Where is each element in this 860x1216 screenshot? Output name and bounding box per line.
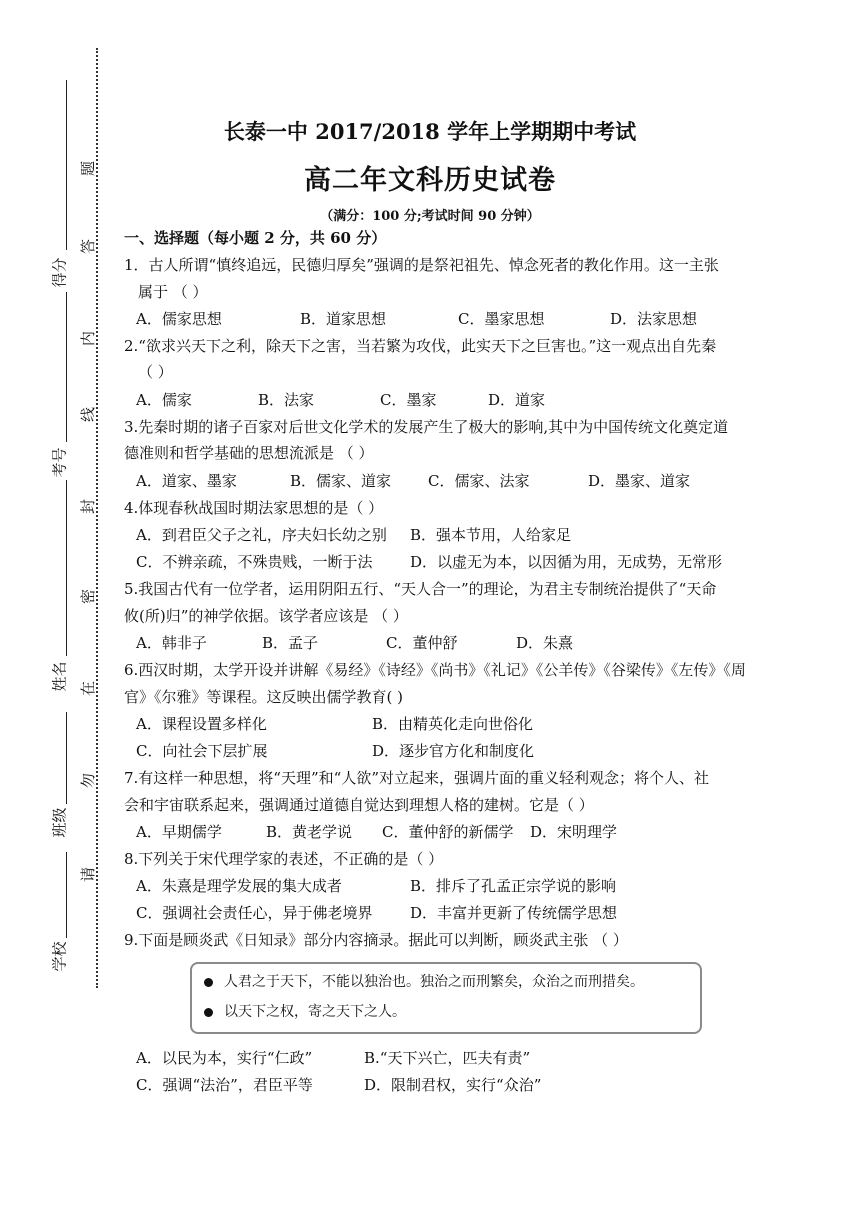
section-heading: 一、选择题（每小题 2 分，共 60 分）: [124, 229, 387, 247]
option-d: D．逐步官方化和制度化: [372, 742, 535, 760]
option-d: D．法家思想: [610, 310, 698, 328]
option-d: D．墨家、道家: [588, 472, 691, 490]
option-d: D．丰富并更新了传统儒学思想: [410, 904, 618, 922]
option-c: C．向社会下层扩展: [136, 742, 268, 760]
option-d: D．朱熹: [516, 634, 574, 652]
question-5-text: 5.我国古代有一位学者，运用阴阳五行、“天人合一”的理论，为君主专制统治提供了“天命: [124, 580, 717, 598]
seal-char: 答: [79, 238, 98, 255]
seal-char: 密: [79, 588, 98, 605]
quote-line: 人君之于天下，不能以独治也。独治之而刑繁矣，众治之而刑措矣。: [224, 974, 644, 990]
option-d: D．限制君权，实行“众治”: [364, 1076, 542, 1094]
seal-char: 在: [79, 680, 98, 697]
exam-info: （满分：100 分;考试时间 90 分钟）: [320, 209, 540, 224]
school-underline: [66, 852, 67, 938]
option-b: B．强本节用，人给家足: [410, 526, 572, 544]
question-1-text: 属于 （ ）: [138, 283, 208, 301]
option-a: A．儒家: [136, 391, 192, 409]
option-a: A．朱熹是理学发展的集大成者: [136, 877, 342, 895]
name-label: 姓名: [50, 661, 69, 692]
question-8-text: 8.下列关于宋代理学家的表述，不正确的是（ ）: [124, 850, 444, 868]
question-4-text: 4.体现春秋战国时期法家思想的是（ ）: [124, 499, 384, 517]
bullet-icon: [204, 1008, 213, 1017]
question-6-text: 官》《尔雅》等课程。这反映出儒学教育( ): [124, 688, 403, 706]
exam-subtitle: 高二年文科历史试卷: [304, 165, 556, 196]
option-c: C．儒家、法家: [428, 472, 530, 490]
option-b: B．道家思想: [300, 310, 387, 328]
seal-char: 线: [79, 406, 98, 423]
option-d: D．宋明理学: [530, 823, 618, 841]
question-3-text: 德准则和哲学基础的思想流派是 （ ）: [124, 444, 374, 462]
option-c: C．强调社会责任心，异于佛老境界: [136, 904, 373, 922]
class-underline: [66, 712, 67, 804]
option-b: B．儒家、道家: [290, 472, 392, 490]
seal-char: 请: [79, 866, 98, 883]
seal-char: 题: [79, 160, 98, 177]
option-b: B．法家: [258, 391, 315, 409]
exam-number-underline: [66, 292, 67, 442]
question-1-text: 1．古人所谓“慎终追远，民德归厚矣”强调的是祭祀祖先、悼念死者的教化作用。这一主张: [124, 256, 719, 274]
option-c: C．董仲舒: [386, 634, 458, 652]
option-a: A．以民为本，实行“仁政”: [136, 1049, 313, 1067]
school-label: 学校: [50, 941, 69, 972]
question-2-text: （ ）: [138, 363, 173, 381]
option-b: B．排斥了孔孟正宗学说的影响: [410, 877, 617, 895]
option-c: C．强调“法治”，君臣平等: [136, 1076, 313, 1094]
bullet-icon: [204, 978, 213, 987]
option-d: D．以虚无为本，以因循为用，无成势，无常形: [410, 553, 723, 571]
name-underline: [66, 480, 67, 656]
question-5-text: 攸(所)归”的神学依据。该学者应该是 （ ）: [124, 607, 408, 625]
seal-char: 勿: [79, 772, 98, 789]
option-b: B．黄老学说: [266, 823, 353, 841]
option-b: B．孟子: [262, 634, 319, 652]
exam-number-label: 考号: [50, 447, 69, 478]
question-7-text: 会和宇宙联系起来，强调通过道德自觉达到理想人格的建树。它是（ ）: [124, 796, 594, 814]
seal-char: 封: [79, 498, 98, 515]
question-3-text: 3.先秦时期的诸子百家对后世文化学术的发展产生了极大的影响,其中为中国传统文化奠定道: [124, 418, 729, 436]
option-c: C．董仲舒的新儒学: [382, 823, 514, 841]
score-label: 得分: [50, 257, 69, 288]
option-a: A．到君臣父子之礼，序夫妇长幼之别: [136, 526, 387, 544]
option-a: A．儒家思想: [136, 310, 222, 328]
question-7-text: 7.有这样一种思想，将“天理”和“人欲”对立起来，强调片面的重义轻利观念；将个人、社: [124, 769, 709, 787]
option-a: A．韩非子: [136, 634, 207, 652]
option-a: A．道家、墨家: [136, 472, 237, 490]
option-c: C．墨家: [380, 391, 437, 409]
quote-box: [190, 962, 702, 1034]
option-c: C．不辨亲疏，不殊贵贱，一断于法: [136, 553, 373, 571]
question-2-text: 2.“欲求兴天下之利，除天下之害，当若繁为攻伐，此实天下之巨害也。”这一观点出自先秦: [124, 337, 717, 355]
option-a: A．早期儒学: [136, 823, 222, 841]
option-b: B．由精英化走向世俗化: [372, 715, 534, 733]
quote-line: 以天下之权，寄之天下之人。: [224, 1004, 406, 1020]
class-label: 班级: [50, 807, 69, 838]
question-9-text: 9.下面是顾炎武《日知录》部分内容摘录。据此可以判断，顾炎武主张 （ ）: [124, 931, 628, 949]
option-d: D．道家: [488, 391, 546, 409]
option-a: A．课程设置多样化: [136, 715, 267, 733]
seal-char: 内: [79, 330, 98, 347]
option-c: C．墨家思想: [458, 310, 545, 328]
option-b: B.“天下兴亡，匹夫有责”: [364, 1049, 531, 1067]
question-6-text: 6.西汉时期，太学开设并讲解《易经》《诗经》《尚书》《礼记》《公羊传》《谷梁传》《左传》《周: [124, 661, 746, 679]
exam-title: 长泰一中 2017/2018 学年上学期期中考试: [223, 119, 637, 144]
